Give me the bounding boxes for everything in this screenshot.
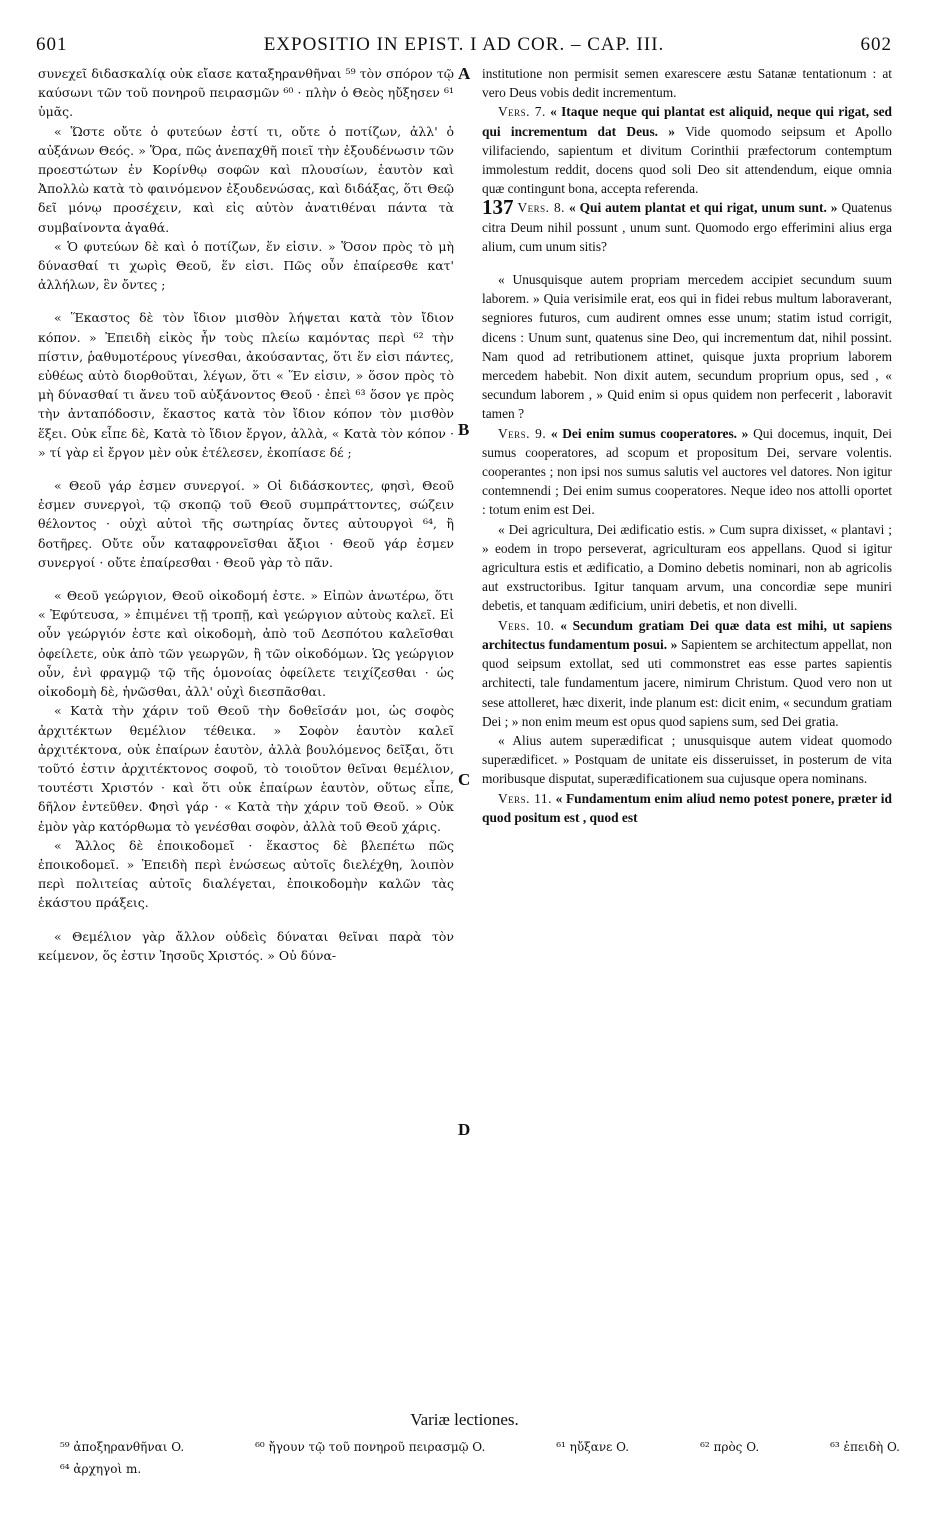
greek-paragraph: « Κατὰ τὴν χάριν τοῦ Θεοῦ τὴν δοθεῖσάν μοι, ὡς σοφὸς ἀρχιτέκτων θεμέλιον τέθεικα. » Σοφὸν ἑαυτὸν καλεῖ ἀρχιτέκτονα, οὐκ ἐπαίρων ἑαυτὸν, ἀλλὰ βουλόμενος δεῖξαι, ὅτι τοῦτό ἐστιν ἀρχιτέκτονος σοφοῦ, τὸ τοιοῦτον θεῖναι θεμέλιον, τουτέστι Χριστόν · καὶ ὅτι οὐκ ἐπαίρων ἑαυτὸν, οὕτως εἶπε, δῆλον ἐντεῦθεν. Φησὶ γάρ · « Κατὰ τὴν χάριν τοῦ Θεοῦ. » Οὐκ ἐμὸν γὰρ κατόρθωμα τὸ γενέσθαι σοφὸν, ἀλλὰ τοῦ Θεοῦ χάρις. [38, 703, 454, 834]
margin-marker-a: A [458, 64, 471, 83]
verse-lemma: « Itaque neque qui plantat est aliquid, neque qui rigat, sed qui incrementum dat Deus. » [482, 104, 892, 139]
latin-column [482, 64, 892, 827]
column-number: 137 [482, 195, 514, 220]
latin-paragraph [482, 102, 892, 198]
verse-lemma: « Dei enim sumus cooperatores. » [550, 425, 749, 441]
commentary-text: Qui docemus, inquit, Dei sumus cooperatores, ad scopum et propositum Dei, servare volentis. cooperantes ; non ipsi nos sumus salutis vel auctores vel datores. Non igitur contemnendi ; Dei enim sumus cooperatores. Neque ideo nos attolli oportet : totum enim est Dei. [482, 425, 892, 518]
variant-note: ⁵⁹ ἀποξηρανθῆναι O. [60, 1440, 185, 1454]
greek-paragraph: « Θεοῦ γεώργιον, Θεοῦ οἰκοδομή ἐστε. » Εἰπὼν ἀνωτέρω, ὅτι « Ἐφύτευσα, » ἐπιμένει τῇ τροπῇ, καὶ γεώργιον αὐτοὺς καλεῖ. Εἰ οὖν γεώργιόν ἐστε καὶ οἰκοδομὴ, ἀπὸ τοῦ Δεσπότου καλεῖσθαι ὀφείλετε, οὐκ ἀπὸ τῶν γεωργῶν, ἢ τῶν οἰκοδόμων. Ὡς γεώργιον οὖν, ἑνὶ φραγμῷ τῷ τῆς ὁμονοίας ὀφείλετε τειχίζεσθαι · ὡς οἰκοδομὴ δὲ, ἡνῶσθαι, ἀλλ' οὐχὶ διεσπᾶσθαι. [38, 588, 454, 700]
latin-paragraph: « Dei agricultura, Dei ædificatio estis. » Cum supra dixisset, « plantavi ; » eodem in tropo perseverat, agriculturam eos appellans. Quod si igitur agricultura estis et ædificatio, a Domino debetis nominari, non ab agricolis aut exstructoribus. Igitur tanquam arvum, una concordiæ sepe muniri debetis, et tanquam ædificium, uniri debetis, et non divelli. [482, 521, 892, 614]
page-number-left: 601 [36, 34, 68, 55]
verse-label: Vers. 11. [498, 790, 552, 806]
variae-lectiones-notes [60, 1436, 900, 1480]
variant-note: ⁶⁴ ἀρχηγοὶ m. [60, 1462, 142, 1476]
variant-note: ⁶⁰ ἤγουν τῷ τοῦ πονηροῦ πειρασμῷ O. [255, 1440, 486, 1454]
margin-marker-c: C [458, 770, 471, 789]
greek-paragraph: « Ὁ φυτεύων δὲ καὶ ὁ ποτίζων, ἕν εἰσιν. » Ὅσον πρὸς τὸ μὴ δύνασθαί τι χωρὶς Θεοῦ, ἕν εἰσι. Πῶς οὖν ἐπαίρεσθε κατ' ἀλλήλων, ἓν ὄντες ; [38, 238, 454, 293]
greek-paragraph: « Ὥστε οὔτε ὁ φυτεύων ἐστί τι, οὔτε ὁ ποτίζων, ἀλλ' ὁ αὐξάνων Θεός. » Ὅρα, πῶς ἀνεπαχθῆ ποιεῖ τὴν ἐξουδένωσιν τῶν προεστώτων ἐν Κορίνθῳ σοφῶν καὶ πλουσίων, ἑαυτὸν καὶ Ἀπολλὼ κατὰ τὸ φαινόμενον ἐξουδενώσας, καὶ διδάξας, ὅτι Θεῷ δεῖ μόνῳ προσέχειν, καὶ εἰς αὐτὸν ἀνατιθέναι πάντα τὰ συμβαίνοντα ἀγαθά. [38, 123, 454, 235]
latin-paragraph: « Unusquisque autem propriam mercedem accipiet secundum suum laborem. » Quia verisimile erat, eos qui in fidei rebus multum laboraverant, segniores futuros, cum audirent omnes esse unum; statim istud corrigit, dicens : Unum sunt, quatenus sine Deo, qui incrementum dat, nihil possint. Nam quod ad retributionem attinet, quisque juxta proprium laborem mercedem habebit. Non dixit autem, secundum proprium opus, sed , « secundum laborem , » Quid enim si opus quidem non perfecerit , laboravit tamen ? [482, 272, 892, 422]
latin-paragraph: institutione non permisit semen exarescere æstu Satanæ tentationum : at vero Deus vobis dedit incrementum. [482, 66, 892, 101]
greek-column [38, 64, 454, 965]
latin-paragraph: « Alius autem superædificat ; unusquisque autem videat quomodo superædificet. » Postquam de unitate eis disseruisset, in posterum de vita moribusque disputat, superædificationem sua cujusque opera nominans. [482, 732, 892, 787]
verse-lemma: « Secundum gratiam Dei quæ data est mihi, ut sapiens architectus fundamentum posui. » [482, 617, 892, 652]
latin-paragraph [482, 195, 892, 256]
verse-label: Vers. 8. [517, 200, 565, 216]
commentary-text: Quatenus citra Deum nihil possunt , unum sunt. Quomodo ergo efferimini alius erga alium, cum unum sitis? [482, 200, 892, 254]
commentary-text: Vide quomodo seipsum et Apollo vilifaciendo, sapientum et divitum Corinthii præfectorum contemptum immolestum reddit, docens quod soli Deo sit attendendum, eique omnia quæ contingunt bona, accepta referenda. [482, 123, 892, 197]
greek-paragraph: « Ἕκαστος δὲ τὸν ἴδιον μισθὸν λήψεται κατὰ τὸν ἴδιον κόπον. » Ἐπειδὴ εἰκὸς ἦν τοὺς πλείω καμόντας περὶ ⁶² τὴν πίστιν, ῥαθυμοτέρους γίνεσθαι, ἀκούσαντας, ὅτι ἕν εἰσι πάντες, εὐθέως αὐτὸ διορθοῦται, λέγων, ὅτι « Ἕν εἰσιν, » ὅσον πρὸς τὸ μὴ δύνασθαί τι ἄνευ τοῦ αὐξάνοντος Θεοῦ · ἐπεὶ ⁶³ ὅσον γε πρὸς τὴν ἀνταπόδοσιν, ἕκαστος κατὰ τὸν ἴδιον κόπον τὸν μισθὸν ἕξει. Οὐκ εἶπε δὲ, Κατὰ τὸ ἴδιον ἔργον, ἀλλὰ, « Κατὰ τὸν κόπον · » τί γὰρ εἰ ἔργον μὲν οὐκ ἐτέλεσεν, ἐκοπίασε δέ ; [38, 310, 454, 460]
latin-paragraph [482, 789, 892, 827]
variant-note: ⁶² πρὸς O. [700, 1440, 760, 1454]
latin-paragraph [482, 616, 892, 731]
greek-paragraph: « Θεμέλιον γὰρ ἄλλον οὐδεὶς δύναται θεῖναι παρὰ τὸν κείμενον, ὅς ἐστιν Ἰησοῦς Χριστός. » Οὐ δύνα- [38, 928, 454, 963]
running-title: EXPOSITIO IN EPIST. I AD COR. – CAP. III. [263, 34, 665, 55]
variant-note: ⁶³ ἐπειδὴ O. [830, 1440, 900, 1454]
verse-label: Vers. 7. [498, 104, 546, 120]
verse-lemma: « Qui autem plantat et qui rigat, unum sunt. » [568, 200, 838, 216]
greek-paragraph: συνεχεῖ διδασκαλίᾳ οὐκ εἴασε καταξηρανθῆναι ⁵⁹ τὸν σπόρον τῷ καύσωνι τῶν τοῦ πονηροῦ πειρασμῶν ⁶⁰ · πλὴν ὁ Θεὸς ηὔξησεν ⁶¹ ὑμᾶς. [38, 66, 454, 120]
commentary-text: Sapientem se architectum appellat, non quod seipsum extollat, sed uti commonstret eas esse partes sapientis architecti, tale fundamentum jacere, nimirum Christum. Quod vero non ut sese attolleret, hæc dixerit, inde planum est: dicit enim, « secundum gratiam Dei ; » non enim meum est opus quod sapiens sum, sed Dei gratia. [482, 636, 892, 729]
verse-label: Vers. 10. [498, 617, 555, 633]
page-header [36, 34, 892, 58]
variant-note: ⁶¹ ηὔξανε O. [556, 1440, 630, 1454]
page-number-right: 602 [860, 34, 892, 55]
verse-lemma: « Fundamentum enim aliud nemo potest ponere, præter id quod positum est , quod est [482, 790, 892, 825]
latin-paragraph [482, 424, 892, 520]
margin-marker-d: D [458, 1120, 471, 1139]
verse-label: Vers. 9. [498, 425, 547, 441]
margin-marker-b: B [458, 420, 470, 439]
greek-paragraph: « Θεοῦ γάρ ἐσμεν συνεργοί. » Οἱ διδάσκοντες, φησὶ, Θεοῦ ἐσμεν συνεργοὶ, τῷ σκοπῷ τοῦ Θεοῦ συμπράττοντες, σώζειν θέλοντος · οὐχὶ αὐτοὶ τῆς σωτηρίας ὄντες αὐτουργοὶ ⁶⁴, ἢ δοτῆρες. Οὔτε οὖν καταφρονεῖσθαι ἄξιοι · Θεοῦ γάρ ἐσμεν συνεργοί · οὔτε ἐπαίρεσθαι · Θεοῦ γὰρ τὸ πᾶν. [38, 478, 454, 570]
greek-paragraph: « Ἄλλος δὲ ἐποικοδομεῖ · ἕκαστος δὲ βλεπέτω πῶς ἐποικοδομεῖ. » Ἐπειδὴ περὶ ἑνώσεως αὐτοῖς διελέχθη, λοιπὸν περὶ πολιτείας αὐτοῖς διαλέγεται, ἐποικοδομὴν καλῶν τὰς ἑκάστου πράξεις. [38, 837, 454, 911]
variae-lectiones-title: Variæ lectiones. [410, 1410, 519, 1429]
